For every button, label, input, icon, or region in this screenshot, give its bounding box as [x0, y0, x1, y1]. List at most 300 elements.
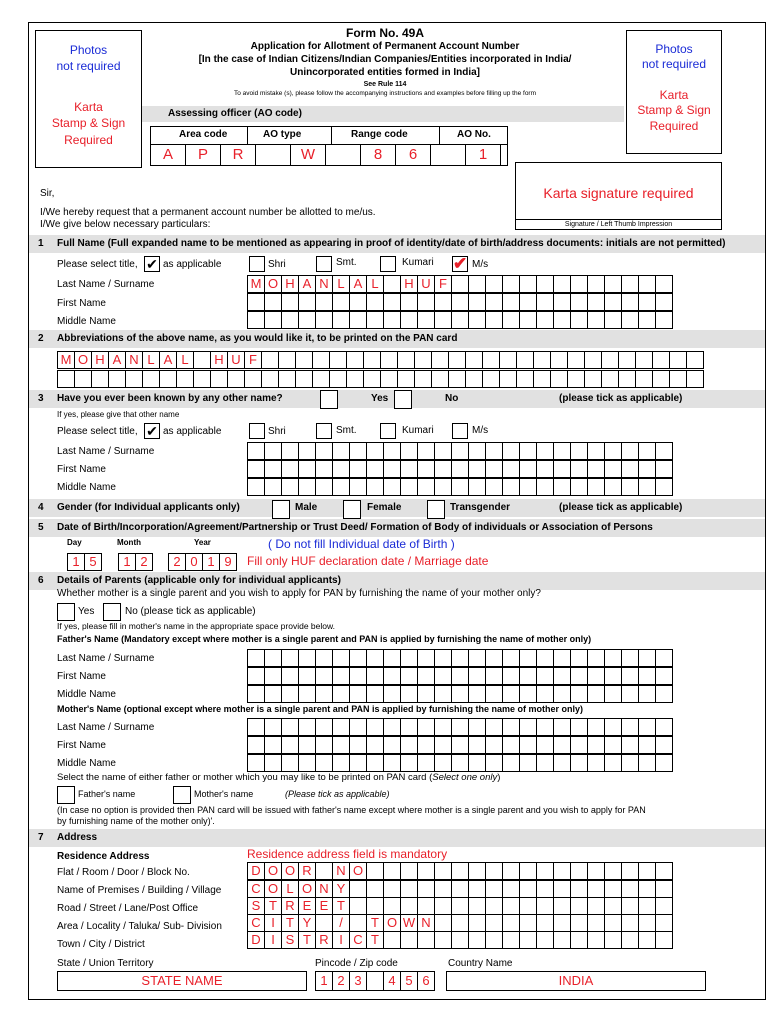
char-cell[interactable]	[638, 667, 656, 685]
char-cell[interactable]	[332, 442, 350, 460]
char-cell[interactable]	[434, 914, 452, 932]
char-cell[interactable]	[315, 718, 333, 736]
char-cell[interactable]: O	[298, 880, 316, 898]
char-cell[interactable]	[247, 311, 265, 329]
char-cell[interactable]	[587, 931, 605, 949]
char-cell[interactable]	[366, 649, 384, 667]
char-cell[interactable]	[587, 862, 605, 880]
char-cell[interactable]	[278, 370, 296, 388]
char-cell[interactable]	[383, 478, 401, 496]
char-cell[interactable]: /	[332, 914, 350, 932]
char-cell[interactable]: N	[315, 880, 333, 898]
char-cell[interactable]	[655, 275, 673, 293]
char-cell[interactable]	[434, 736, 452, 754]
char-cell[interactable]	[417, 736, 435, 754]
other-name-no-checkbox[interactable]	[394, 390, 412, 409]
char-cell[interactable]	[553, 736, 571, 754]
char-cell[interactable]	[210, 370, 228, 388]
shri-checkbox-2[interactable]	[249, 423, 265, 439]
char-cell[interactable]	[536, 736, 554, 754]
char-cell[interactable]	[655, 897, 673, 915]
char-cell[interactable]	[550, 351, 568, 369]
char-cell[interactable]	[468, 862, 486, 880]
char-cell[interactable]: A	[298, 275, 316, 293]
char-cell[interactable]	[655, 460, 673, 478]
other-name-yes-checkbox[interactable]	[320, 390, 338, 409]
char-cell[interactable]	[264, 293, 282, 311]
char-cell[interactable]: S	[281, 931, 299, 949]
char-cell[interactable]	[363, 351, 381, 369]
char-cell[interactable]	[366, 754, 384, 772]
char-cell[interactable]	[451, 442, 469, 460]
char-cell[interactable]: R	[298, 862, 316, 880]
char-cell[interactable]	[315, 862, 333, 880]
char-cell[interactable]	[315, 649, 333, 667]
char-cell[interactable]	[536, 754, 554, 772]
char-cell[interactable]	[349, 293, 367, 311]
char-cell[interactable]	[468, 649, 486, 667]
char-cell[interactable]	[468, 736, 486, 754]
char-cell[interactable]	[244, 370, 262, 388]
char-cell[interactable]	[366, 460, 384, 478]
char-cell[interactable]	[499, 351, 517, 369]
dob-cell[interactable]: 1	[202, 553, 220, 571]
char-cell[interactable]	[655, 311, 673, 329]
char-cell[interactable]	[536, 649, 554, 667]
char-cell[interactable]	[417, 460, 435, 478]
char-cell[interactable]	[570, 667, 588, 685]
char-cell[interactable]: 3	[349, 971, 367, 991]
char-cell[interactable]	[604, 311, 622, 329]
char-cell[interactable]	[638, 311, 656, 329]
char-cell[interactable]: F	[244, 351, 262, 369]
char-cell[interactable]	[570, 718, 588, 736]
char-cell[interactable]: T	[366, 914, 384, 932]
char-cell[interactable]	[380, 351, 398, 369]
char-cell[interactable]	[264, 667, 282, 685]
char-cell[interactable]	[315, 442, 333, 460]
male-checkbox[interactable]	[272, 500, 290, 519]
char-cell[interactable]	[264, 736, 282, 754]
char-cell[interactable]	[638, 293, 656, 311]
char-cell[interactable]	[315, 914, 333, 932]
char-cell[interactable]	[638, 754, 656, 772]
char-cell[interactable]	[468, 478, 486, 496]
char-cell[interactable]	[434, 754, 452, 772]
char-cell[interactable]	[570, 293, 588, 311]
char-cell[interactable]	[482, 370, 500, 388]
char-cell[interactable]	[414, 351, 432, 369]
char-cell[interactable]	[91, 370, 109, 388]
char-cell[interactable]	[247, 649, 265, 667]
char-cell[interactable]	[383, 685, 401, 703]
char-cell[interactable]	[332, 667, 350, 685]
char-cell[interactable]	[553, 667, 571, 685]
char-cell[interactable]	[536, 862, 554, 880]
char-cell[interactable]: O	[281, 862, 299, 880]
char-cell[interactable]	[621, 460, 639, 478]
char-cell[interactable]	[281, 442, 299, 460]
char-cell[interactable]	[366, 971, 384, 991]
char-cell[interactable]	[417, 897, 435, 915]
char-cell[interactable]	[502, 293, 520, 311]
char-cell[interactable]	[502, 754, 520, 772]
kumari-checkbox-2[interactable]	[380, 423, 396, 439]
char-cell[interactable]	[638, 880, 656, 898]
char-cell[interactable]	[604, 667, 622, 685]
char-cell[interactable]	[621, 478, 639, 496]
char-cell[interactable]: I	[332, 931, 350, 949]
char-cell[interactable]	[329, 351, 347, 369]
char-cell[interactable]	[553, 478, 571, 496]
char-cell[interactable]	[587, 460, 605, 478]
char-cell[interactable]	[264, 754, 282, 772]
char-cell[interactable]	[502, 862, 520, 880]
char-cell[interactable]	[383, 718, 401, 736]
char-cell[interactable]	[397, 351, 415, 369]
char-cell[interactable]: Y	[332, 880, 350, 898]
char-cell[interactable]: R	[281, 897, 299, 915]
char-cell[interactable]	[553, 754, 571, 772]
char-cell[interactable]	[587, 754, 605, 772]
char-cell[interactable]	[434, 460, 452, 478]
ao-cell[interactable]	[325, 144, 361, 166]
char-cell[interactable]	[533, 370, 551, 388]
char-cell[interactable]	[536, 478, 554, 496]
char-cell[interactable]	[621, 914, 639, 932]
char-cell[interactable]	[519, 275, 537, 293]
char-cell[interactable]	[434, 685, 452, 703]
char-cell[interactable]	[604, 275, 622, 293]
char-cell[interactable]: M	[247, 275, 265, 293]
char-cell[interactable]	[417, 311, 435, 329]
char-cell[interactable]	[638, 931, 656, 949]
char-cell[interactable]	[366, 478, 384, 496]
smt-checkbox[interactable]	[316, 256, 332, 272]
char-cell[interactable]	[400, 736, 418, 754]
char-cell[interactable]	[570, 478, 588, 496]
char-cell[interactable]	[366, 293, 384, 311]
char-cell[interactable]	[264, 685, 282, 703]
ao-cell[interactable]: 6	[395, 144, 431, 166]
char-cell[interactable]: T	[366, 931, 384, 949]
char-cell[interactable]	[383, 931, 401, 949]
char-cell[interactable]: D	[247, 862, 265, 880]
char-cell[interactable]	[383, 442, 401, 460]
char-cell[interactable]	[604, 293, 622, 311]
char-cell[interactable]	[366, 862, 384, 880]
dob-cell[interactable]: 9	[219, 553, 237, 571]
char-cell[interactable]	[499, 370, 517, 388]
char-cell[interactable]: U	[227, 351, 245, 369]
char-cell[interactable]	[519, 718, 537, 736]
char-cell[interactable]	[366, 736, 384, 754]
char-cell[interactable]	[536, 311, 554, 329]
char-cell[interactable]	[570, 649, 588, 667]
char-cell[interactable]	[383, 667, 401, 685]
char-cell[interactable]	[349, 880, 367, 898]
dob-cell[interactable]: 2	[168, 553, 186, 571]
char-cell[interactable]	[383, 736, 401, 754]
char-cell[interactable]	[108, 370, 126, 388]
char-cell[interactable]	[553, 880, 571, 898]
char-cell[interactable]	[604, 649, 622, 667]
char-cell[interactable]	[400, 685, 418, 703]
char-cell[interactable]	[485, 718, 503, 736]
char-cell[interactable]	[298, 718, 316, 736]
char-cell[interactable]	[604, 478, 622, 496]
ao-cell[interactable]	[430, 144, 466, 166]
char-cell[interactable]	[332, 718, 350, 736]
char-cell[interactable]	[298, 442, 316, 460]
char-cell[interactable]	[417, 880, 435, 898]
char-cell[interactable]	[315, 685, 333, 703]
char-cell[interactable]	[193, 370, 211, 388]
char-cell[interactable]	[281, 736, 299, 754]
char-cell[interactable]	[448, 351, 466, 369]
char-cell[interactable]	[383, 862, 401, 880]
char-cell[interactable]	[315, 478, 333, 496]
char-cell[interactable]	[312, 351, 330, 369]
char-cell[interactable]	[332, 736, 350, 754]
char-cell[interactable]	[468, 442, 486, 460]
char-cell[interactable]	[536, 442, 554, 460]
char-cell[interactable]	[417, 718, 435, 736]
char-cell[interactable]	[604, 914, 622, 932]
char-cell[interactable]: H	[210, 351, 228, 369]
char-cell[interactable]	[366, 667, 384, 685]
char-cell[interactable]	[621, 311, 639, 329]
char-cell[interactable]	[570, 880, 588, 898]
char-cell[interactable]: A	[159, 351, 177, 369]
char-cell[interactable]	[468, 311, 486, 329]
char-cell[interactable]	[451, 667, 469, 685]
char-cell[interactable]	[621, 649, 639, 667]
char-cell[interactable]	[485, 685, 503, 703]
char-cell[interactable]	[621, 685, 639, 703]
char-cell[interactable]	[349, 718, 367, 736]
char-cell[interactable]	[618, 370, 636, 388]
char-cell[interactable]	[669, 351, 687, 369]
char-cell[interactable]	[570, 442, 588, 460]
char-cell[interactable]	[652, 370, 670, 388]
char-cell[interactable]	[193, 351, 211, 369]
char-cell[interactable]	[417, 478, 435, 496]
char-cell[interactable]	[621, 442, 639, 460]
char-cell[interactable]: H	[281, 275, 299, 293]
char-cell[interactable]: M	[57, 351, 75, 369]
char-cell[interactable]: O	[264, 880, 282, 898]
char-cell[interactable]	[247, 718, 265, 736]
char-cell[interactable]	[621, 897, 639, 915]
char-cell[interactable]	[502, 736, 520, 754]
char-cell[interactable]	[502, 685, 520, 703]
char-cell[interactable]: E	[298, 897, 316, 915]
char-cell[interactable]	[570, 685, 588, 703]
char-cell[interactable]	[536, 275, 554, 293]
char-cell[interactable]	[553, 460, 571, 478]
char-cell[interactable]	[417, 685, 435, 703]
char-cell[interactable]	[570, 460, 588, 478]
char-cell[interactable]	[315, 754, 333, 772]
ao-cell[interactable]: 8	[360, 144, 396, 166]
ao-cell[interactable]: R	[220, 144, 256, 166]
char-cell[interactable]	[655, 667, 673, 685]
char-cell[interactable]	[604, 736, 622, 754]
char-cell[interactable]: L	[142, 351, 160, 369]
char-cell[interactable]	[553, 311, 571, 329]
char-cell[interactable]	[655, 736, 673, 754]
char-cell[interactable]	[125, 370, 143, 388]
char-cell[interactable]	[332, 293, 350, 311]
country-input[interactable]: INDIA	[446, 971, 706, 991]
char-cell[interactable]	[553, 931, 571, 949]
char-cell[interactable]	[536, 667, 554, 685]
char-cell[interactable]	[451, 293, 469, 311]
char-cell[interactable]	[451, 914, 469, 932]
char-cell[interactable]	[485, 862, 503, 880]
char-cell[interactable]	[536, 931, 554, 949]
char-cell[interactable]	[485, 931, 503, 949]
char-cell[interactable]	[519, 880, 537, 898]
char-cell[interactable]	[312, 370, 330, 388]
char-cell[interactable]	[638, 275, 656, 293]
char-cell[interactable]	[536, 685, 554, 703]
char-cell[interactable]	[621, 293, 639, 311]
char-cell[interactable]	[349, 914, 367, 932]
char-cell[interactable]	[502, 897, 520, 915]
char-cell[interactable]: N	[125, 351, 143, 369]
char-cell[interactable]: C	[247, 914, 265, 932]
char-cell[interactable]	[655, 649, 673, 667]
char-cell[interactable]	[570, 897, 588, 915]
print-mother-checkbox[interactable]	[173, 786, 191, 804]
ao-cell[interactable]: W	[290, 144, 326, 166]
char-cell[interactable]	[417, 862, 435, 880]
char-cell[interactable]	[298, 478, 316, 496]
char-cell[interactable]: 5	[400, 971, 418, 991]
char-cell[interactable]: T	[264, 897, 282, 915]
char-cell[interactable]	[587, 275, 605, 293]
char-cell[interactable]	[400, 754, 418, 772]
char-cell[interactable]	[332, 478, 350, 496]
char-cell[interactable]	[315, 736, 333, 754]
char-cell[interactable]	[383, 649, 401, 667]
char-cell[interactable]	[519, 667, 537, 685]
char-cell[interactable]	[431, 370, 449, 388]
char-cell[interactable]	[434, 667, 452, 685]
char-cell[interactable]	[451, 685, 469, 703]
char-cell[interactable]	[502, 931, 520, 949]
char-cell[interactable]	[638, 460, 656, 478]
char-cell[interactable]	[584, 351, 602, 369]
char-cell[interactable]	[298, 460, 316, 478]
char-cell[interactable]	[315, 460, 333, 478]
char-cell[interactable]	[468, 914, 486, 932]
char-cell[interactable]	[349, 478, 367, 496]
char-cell[interactable]: 6	[417, 971, 435, 991]
char-cell[interactable]	[349, 649, 367, 667]
char-cell[interactable]	[298, 293, 316, 311]
char-cell[interactable]: O	[349, 862, 367, 880]
char-cell[interactable]	[366, 880, 384, 898]
char-cell[interactable]	[468, 275, 486, 293]
char-cell[interactable]	[414, 370, 432, 388]
char-cell[interactable]	[397, 370, 415, 388]
char-cell[interactable]	[587, 718, 605, 736]
char-cell[interactable]	[655, 862, 673, 880]
char-cell[interactable]	[434, 311, 452, 329]
char-cell[interactable]	[655, 685, 673, 703]
char-cell[interactable]	[264, 311, 282, 329]
char-cell[interactable]	[261, 351, 279, 369]
char-cell[interactable]	[570, 914, 588, 932]
char-cell[interactable]	[451, 862, 469, 880]
char-cell[interactable]	[264, 460, 282, 478]
char-cell[interactable]	[669, 370, 687, 388]
char-cell[interactable]	[431, 351, 449, 369]
char-cell[interactable]	[468, 718, 486, 736]
title-applicable-check[interactable]: ✔	[144, 256, 160, 272]
char-cell[interactable]	[516, 351, 534, 369]
char-cell[interactable]	[485, 754, 503, 772]
char-cell[interactable]	[570, 275, 588, 293]
char-cell[interactable]	[536, 460, 554, 478]
char-cell[interactable]: Y	[298, 914, 316, 932]
char-cell[interactable]	[638, 478, 656, 496]
char-cell[interactable]	[567, 351, 585, 369]
ao-cell[interactable]: 1	[465, 144, 501, 166]
char-cell[interactable]	[635, 370, 653, 388]
char-cell[interactable]	[417, 754, 435, 772]
char-cell[interactable]: N	[315, 275, 333, 293]
char-cell[interactable]	[655, 880, 673, 898]
char-cell[interactable]: H	[91, 351, 109, 369]
char-cell[interactable]: U	[417, 275, 435, 293]
char-cell[interactable]	[485, 442, 503, 460]
char-cell[interactable]	[315, 311, 333, 329]
char-cell[interactable]	[655, 478, 673, 496]
char-cell[interactable]: E	[315, 897, 333, 915]
char-cell[interactable]	[159, 370, 177, 388]
char-cell[interactable]	[485, 667, 503, 685]
char-cell[interactable]: 1	[315, 971, 333, 991]
char-cell[interactable]	[366, 897, 384, 915]
dob-cell[interactable]: 5	[84, 553, 102, 571]
char-cell[interactable]	[502, 442, 520, 460]
char-cell[interactable]	[485, 478, 503, 496]
char-cell[interactable]	[400, 667, 418, 685]
char-cell[interactable]: T	[332, 897, 350, 915]
char-cell[interactable]	[281, 685, 299, 703]
char-cell[interactable]	[570, 754, 588, 772]
char-cell[interactable]	[519, 862, 537, 880]
char-cell[interactable]	[451, 275, 469, 293]
char-cell[interactable]	[417, 649, 435, 667]
char-cell[interactable]	[264, 478, 282, 496]
char-cell[interactable]	[570, 862, 588, 880]
char-cell[interactable]	[618, 351, 636, 369]
char-cell[interactable]	[281, 649, 299, 667]
char-cell[interactable]	[570, 736, 588, 754]
char-cell[interactable]	[655, 442, 673, 460]
char-cell[interactable]	[468, 667, 486, 685]
char-cell[interactable]	[468, 293, 486, 311]
char-cell[interactable]	[451, 931, 469, 949]
char-cell[interactable]	[417, 667, 435, 685]
smt-checkbox-2[interactable]	[316, 423, 332, 439]
char-cell[interactable]	[366, 718, 384, 736]
